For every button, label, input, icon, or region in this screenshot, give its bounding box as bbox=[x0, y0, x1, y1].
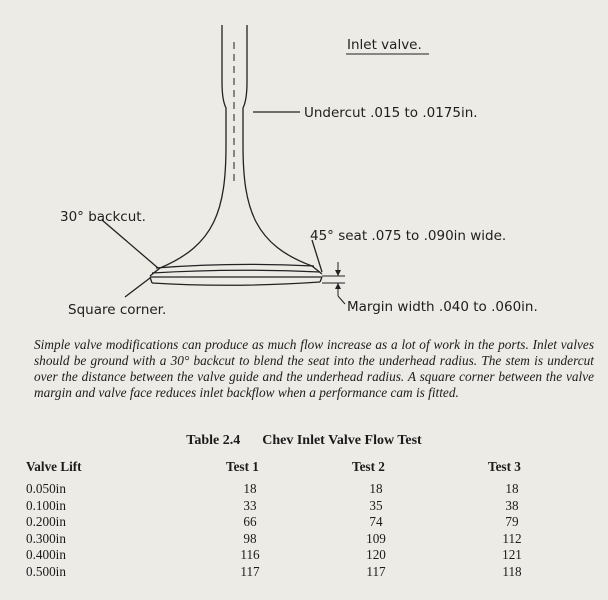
table-row bbox=[26, 498, 536, 515]
header-test-3: Test 3 bbox=[488, 459, 521, 474]
cell-test-2: 109 bbox=[366, 530, 386, 546]
cell-test-1: 66 bbox=[243, 514, 257, 530]
table-row bbox=[26, 547, 536, 564]
header-test-1: Test 1 bbox=[226, 459, 259, 474]
cell-lift: 0.300in bbox=[26, 530, 66, 546]
table-name: Chev Inlet Valve Flow Test bbox=[262, 433, 422, 448]
valve-profile-left bbox=[150, 25, 226, 276]
cell-test-1: 116 bbox=[240, 547, 260, 563]
cell-test-1: 33 bbox=[243, 497, 257, 513]
table-number: Table 2.4 bbox=[186, 433, 241, 448]
cell-test-3: 18 bbox=[505, 481, 519, 497]
cell-test-2: 35 bbox=[369, 497, 383, 513]
valve-face-line bbox=[156, 264, 314, 268]
margin-leader bbox=[338, 296, 345, 304]
cell-test-2: 74 bbox=[369, 514, 383, 530]
cell-test-2: 18 bbox=[369, 481, 383, 497]
cell-test-2: 117 bbox=[366, 563, 386, 579]
table-row bbox=[26, 531, 536, 548]
table-row bbox=[26, 564, 536, 581]
cell-lift: 0.200in bbox=[26, 514, 66, 530]
seat-label: 45° seat .075 to .090in wide. bbox=[310, 228, 507, 244]
cell-test-3: 79 bbox=[505, 514, 519, 530]
cell-test-3: 121 bbox=[502, 547, 522, 563]
backcut-leader bbox=[102, 220, 158, 268]
header-valve-lift: Valve Lift bbox=[26, 459, 82, 474]
cell-lift: 0.050in bbox=[26, 481, 66, 497]
table-header-row bbox=[26, 459, 536, 481]
cell-test-3: 118 bbox=[502, 563, 522, 579]
diagram-title: Inlet valve. bbox=[347, 37, 422, 53]
cell-lift: 0.400in bbox=[26, 547, 66, 563]
undercut-label: Undercut .015 to .0175in. bbox=[304, 105, 478, 121]
square-corner-label: Square corner. bbox=[68, 302, 167, 318]
margin-arrow-head bbox=[335, 283, 341, 289]
cell-test-1: 117 bbox=[240, 563, 260, 579]
valve-edge bbox=[150, 277, 322, 283]
cell-test-3: 112 bbox=[502, 530, 522, 546]
table-row bbox=[26, 514, 536, 531]
header-test-2: Test 2 bbox=[352, 459, 385, 474]
cell-lift: 0.100in bbox=[26, 497, 66, 513]
table-title bbox=[0, 433, 608, 449]
table-row bbox=[26, 481, 536, 498]
cell-test-1: 98 bbox=[243, 530, 257, 546]
cell-test-1: 18 bbox=[243, 481, 257, 497]
square-corner-leader bbox=[125, 278, 150, 297]
backcut-label: 30° backcut. bbox=[60, 209, 146, 225]
valve-margin-line bbox=[152, 282, 320, 285]
cell-test-3: 38 bbox=[505, 497, 519, 513]
margin-label: Margin width .040 to .060in. bbox=[347, 299, 538, 315]
valve-face-line bbox=[152, 270, 320, 273]
cell-test-2: 120 bbox=[366, 547, 386, 563]
cell-lift: 0.500in bbox=[26, 563, 66, 579]
margin-arrow-head bbox=[335, 270, 341, 276]
figure-caption: Simple valve modifications can produce as much flow increase as a lot of work in the ports. Inlet valves should be ground with a 30° backcut to blend the seat into the underhead radius. The stem is undercut over the distance between the valve guide and the underhead radius. A square corner between the valve margin and valve face reduces inlet backflow when a performance cam is fitted. bbox=[34, 337, 594, 400]
flow-test-table bbox=[26, 459, 536, 580]
